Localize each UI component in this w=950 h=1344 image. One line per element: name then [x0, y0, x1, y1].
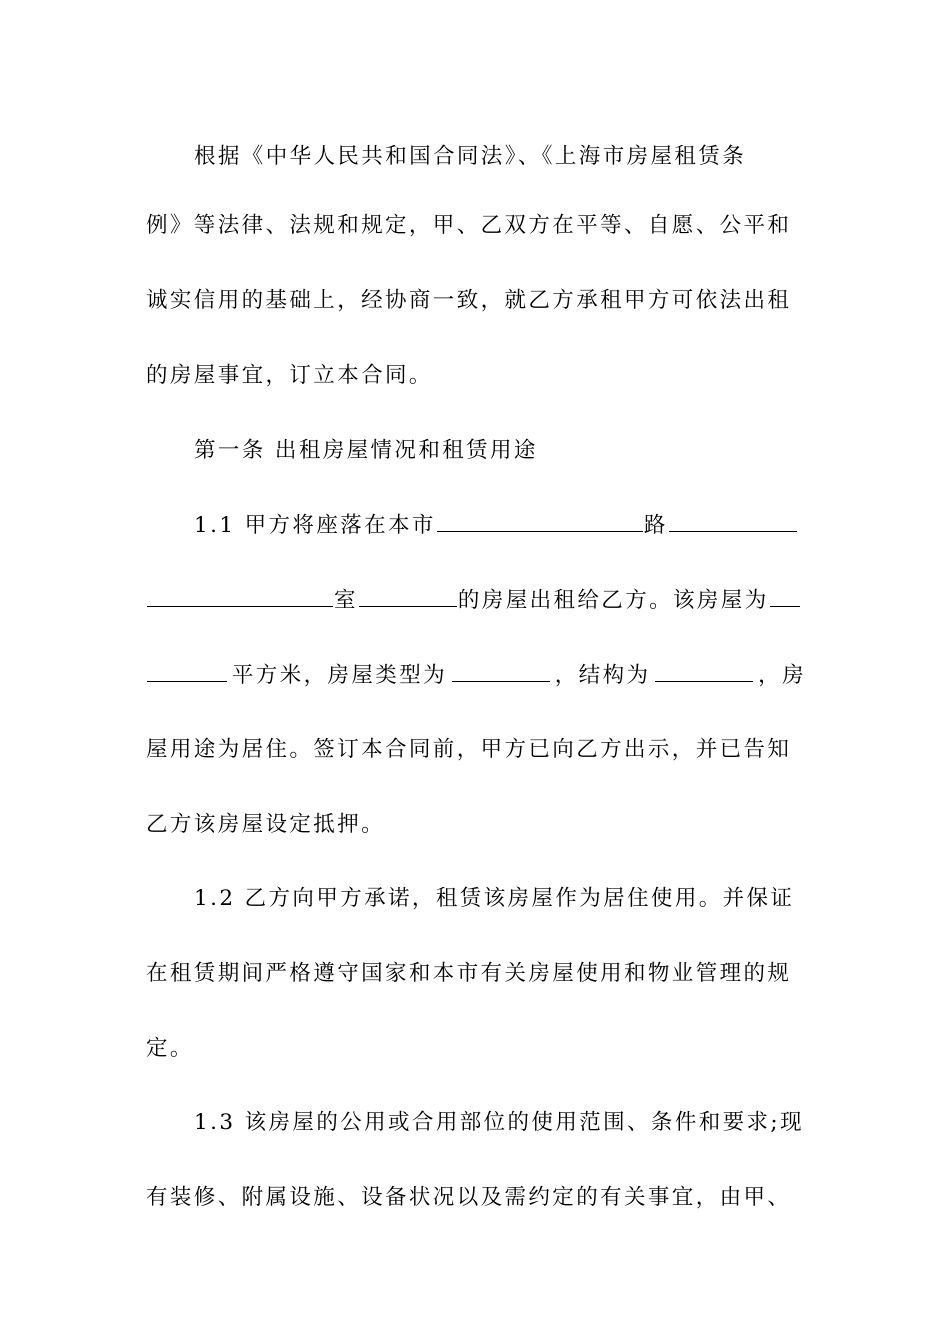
fill-blank-area-start [770, 580, 800, 607]
clause-1-1-line-4: 屋用途为居住。签订本合同前，甲方已向乙方出示，并已告知 [146, 737, 792, 762]
clause-1-1-text-d: 的房屋出租给乙方。该房屋为 [457, 588, 769, 613]
clause-1-3-line-2: 有装修、附属设施、设备状况以及需约定的有关事宜，由甲、 [146, 1185, 792, 1210]
fill-blank-city-address [437, 505, 643, 532]
fill-blank-room [359, 580, 457, 607]
article-1-heading: 第一条 出租房屋情况和租赁用途 [194, 438, 538, 463]
paragraph-intro-line-1: 根据《中华人民共和国合同法》、《上海市房屋租赁条 [194, 144, 747, 169]
paragraph-intro-line-3: 诚实信用的基础上，经协商一致，就乙方承租甲方可依法出租 [146, 288, 792, 313]
clause-1-1-text-g: ，房 [758, 663, 806, 688]
clause-1-1-line-1 [194, 505, 806, 545]
fill-blank-road [669, 505, 797, 532]
fill-blank-area [147, 655, 227, 682]
clause-1-1-text-c: 室 [334, 588, 358, 613]
fill-blank-structure [655, 655, 753, 682]
clause-1-1-text-b: 路 [643, 513, 668, 538]
fill-blank-house-type [452, 655, 550, 682]
clause-1-2-line-1: 1.2 乙方向甲方承诺，租赁该房屋作为居住使用。并保证 [194, 886, 795, 911]
fill-blank-building [147, 580, 333, 607]
paragraph-intro-line-4: 的房屋事宜，订立本合同。 [146, 363, 433, 388]
clause-1-1-line-5: 乙方该房屋设定抵押。 [146, 812, 386, 837]
clause-1-3-line-1: 1.3 该房屋的公用或合用部位的使用范围、条件和要求;现 [194, 1110, 804, 1135]
clause-1-1-line-2 [146, 580, 806, 620]
clause-1-2-line-2: 在租赁期间严格遵守国家和本市有关房屋使用和物业管理的规 [146, 961, 792, 986]
paragraph-intro-line-2: 例》等法律、法规和规定，甲、乙双方在平等、自愿、公平和 [146, 213, 792, 238]
clause-1-1-line-3 [146, 655, 806, 695]
clause-1-1-text-e: 平方米，房屋类型为 [231, 663, 447, 688]
clause-1-1-text-a: 1.1 甲方将座落在本市 [194, 513, 436, 538]
clause-1-2-line-3: 定。 [146, 1036, 194, 1061]
clause-1-1-text-f: ，结构为 [554, 663, 651, 688]
